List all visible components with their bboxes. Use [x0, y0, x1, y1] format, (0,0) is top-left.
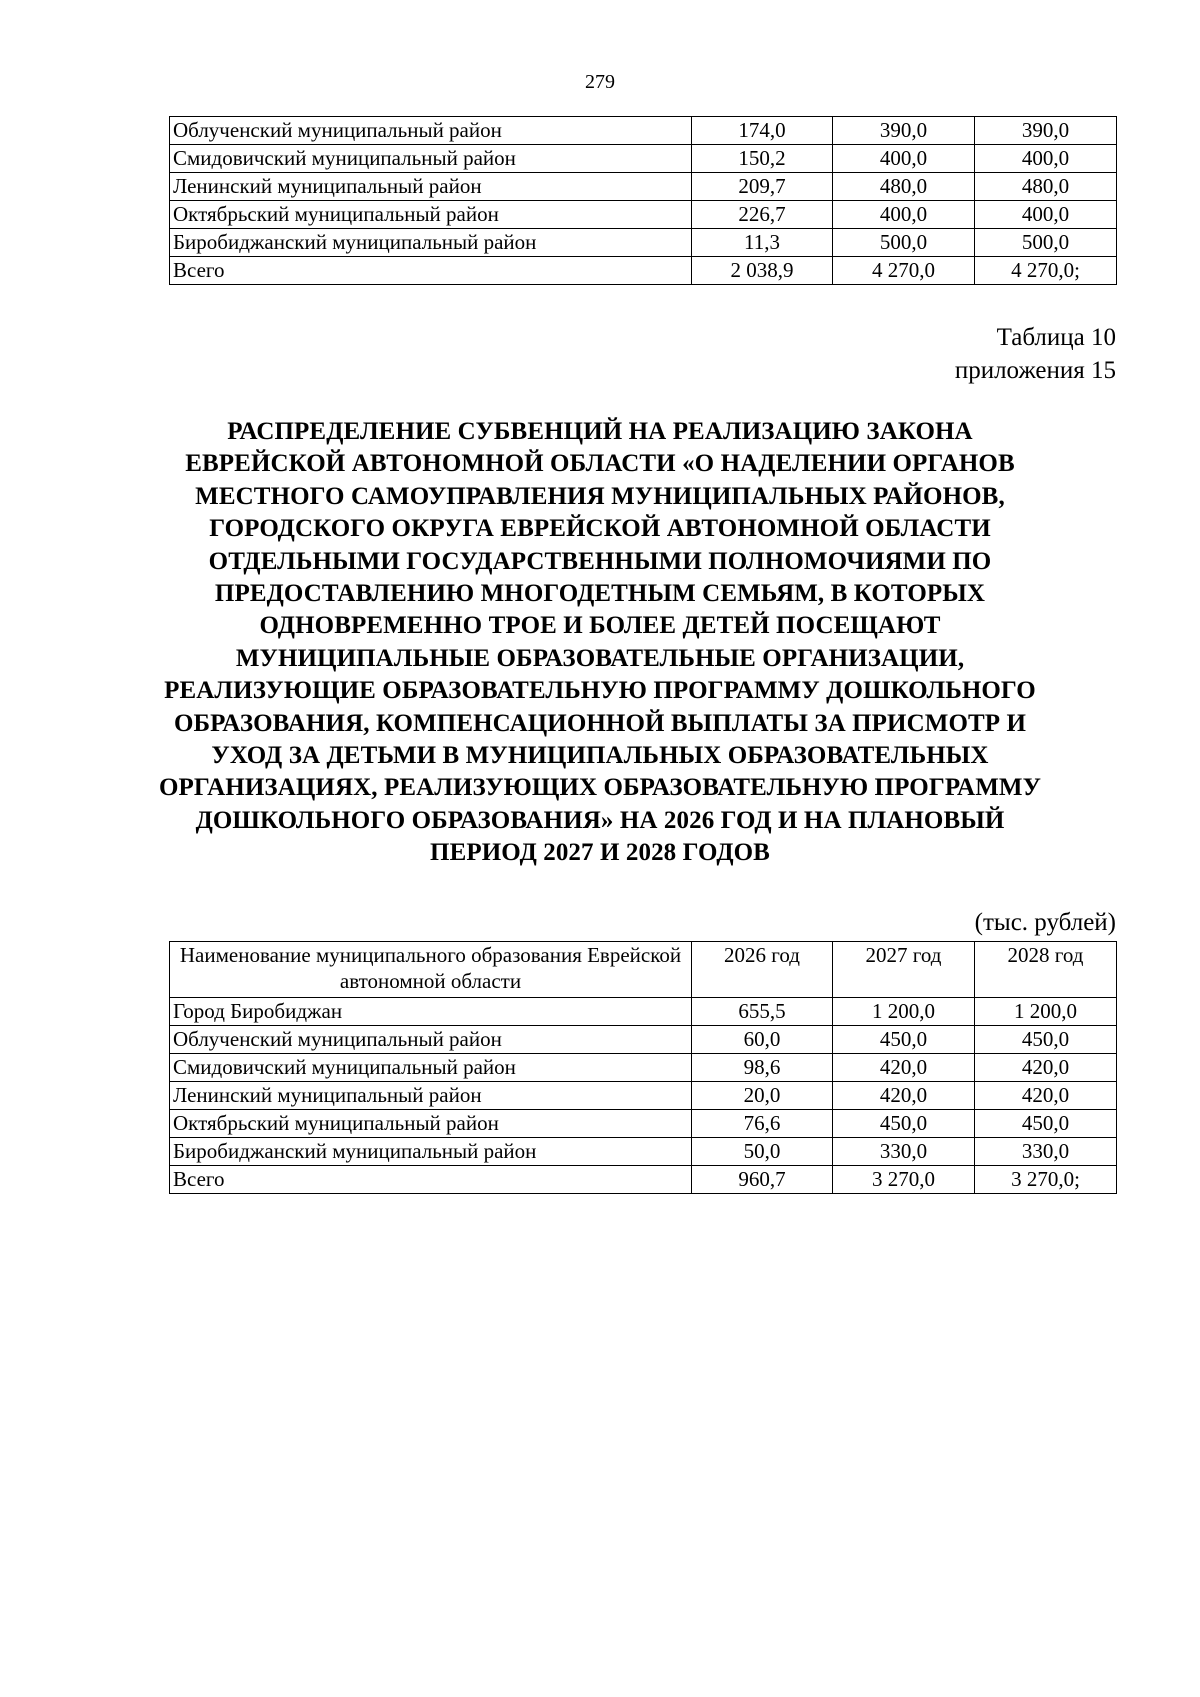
municipality-name-cell: Смидовичский муниципальный район: [170, 145, 692, 173]
value-2027-cell: 450,0: [833, 1026, 975, 1054]
value-2026-cell: 174,0: [692, 117, 833, 145]
total-row: [170, 1166, 1117, 1194]
municipality-name-cell: Октябрьский муниципальный район: [170, 201, 692, 229]
total-2028-cell: 3 270,0;: [975, 1166, 1117, 1194]
value-2028-cell: 390,0: [975, 117, 1117, 145]
value-2028-cell: 480,0: [975, 173, 1117, 201]
value-2027-cell: 450,0: [833, 1110, 975, 1138]
table-row: [170, 1082, 1117, 1110]
appendix-label: приложения 15: [954, 357, 1116, 384]
value-2027-cell: 420,0: [833, 1054, 975, 1082]
value-2028-cell: 330,0: [975, 1138, 1117, 1166]
document-title: РАСПРЕДЕЛЕНИЕ СУБВЕНЦИЙ НА РЕАЛИЗАЦИЮ ЗАКОНА ЕВРЕЙСКОЙ АВТОНОМНОЙ ОБЛАСТИ «О НАДЕЛЕНИИ ОРГАНОВ МЕСТНОГО САМОУПРАВЛЕНИЯ МУНИЦИПАЛЬНЫХ РАЙОНОВ, ГОРОДСКОГО ОКРУГА ЕВРЕЙСКОЙ АВТОНОМНОЙ ОБЛАСТИ ОТДЕЛЬНЫМИ ГОСУДАРСТВЕННЫМИ ПОЛНОМОЧИЯМИ ПО ПРЕДОСТАВЛЕНИЮ МНОГОДЕТНЫМ СЕМЬЯМ, В КОТОРЫХ ОДНОВРЕМЕННО ТРОЕ И БОЛЕЕ ДЕТЕЙ ПОСЕЩАЮТ МУНИЦИПАЛЬНЫЕ ОБРАЗОВАТЕЛЬНЫЕ ОРГАНИЗАЦИИ, РЕАЛИЗУЮЩИЕ ОБРАЗОВАТЕЛЬНУЮ ПРОГРАММУ ДОШКОЛЬНОГО ОБРАЗОВАНИЯ, КОМПЕНСАЦИОННОЙ ВЫПЛАТЫ ЗА ПРИСМОТР И УХОД ЗА ДЕТЬМИ В МУНИЦИПАЛЬНЫХ ОБРАЗОВАТЕЛЬНЫХ ОРГАНИЗАЦИЯХ, РЕАЛИЗУЮЩИХ ОБРАЗОВАТЕЛЬНУЮ ПРОГРАММУ ДОШКОЛЬНОГО ОБРАЗОВАНИЯ» НА 2026 ГОД И НА ПЛАНОВЫЙ ПЕРИОД 2027 И 2028 ГОДОВ: [158, 418, 1042, 867]
table-row: [170, 1026, 1117, 1054]
value-2026-cell: 209,7: [692, 173, 833, 201]
value-2026-cell: 655,5: [692, 998, 833, 1026]
value-2026-cell: 50,0: [692, 1138, 833, 1166]
total-label-cell: Всего: [170, 1166, 692, 1194]
municipality-name-cell: Смидовичский муниципальный район: [170, 1054, 692, 1082]
header-2027: 2027 год: [833, 942, 975, 998]
value-2026-cell: 150,2: [692, 145, 833, 173]
page-number: 279: [585, 71, 615, 93]
header-2026: 2026 год: [692, 942, 833, 998]
municipality-name-cell: Биробиджанский муниципальный район: [170, 1138, 692, 1166]
value-2026-cell: 76,6: [692, 1110, 833, 1138]
municipality-name-cell: Октябрьский муниципальный район: [170, 1110, 692, 1138]
table-row: [170, 145, 1117, 173]
table-body: [170, 117, 1117, 285]
value-2027-cell: 400,0: [833, 145, 975, 173]
value-2027-cell: 420,0: [833, 1082, 975, 1110]
value-2028-cell: 1 200,0: [975, 998, 1117, 1026]
value-2028-cell: 400,0: [975, 145, 1117, 173]
table-row: [170, 1110, 1117, 1138]
value-2027-cell: 330,0: [833, 1138, 975, 1166]
value-2028-cell: 500,0: [975, 229, 1117, 257]
subventions-table: [169, 941, 1117, 1194]
table-row: [170, 1054, 1117, 1082]
table-row: [170, 117, 1117, 145]
total-2026-cell: 2 038,9: [692, 257, 833, 285]
total-row: [170, 257, 1117, 285]
value-2026-cell: 20,0: [692, 1082, 833, 1110]
value-2028-cell: 400,0: [975, 201, 1117, 229]
municipality-name-cell: Облученский муниципальный район: [170, 1026, 692, 1054]
value-2026-cell: 60,0: [692, 1026, 833, 1054]
value-2027-cell: 1 200,0: [833, 998, 975, 1026]
table-body: [170, 998, 1117, 1194]
value-2027-cell: 400,0: [833, 201, 975, 229]
municipality-name-cell: Облученский муниципальный район: [170, 117, 692, 145]
municipality-name-cell: Биробиджанский муниципальный район: [170, 229, 692, 257]
total-2027-cell: 3 270,0: [833, 1166, 975, 1194]
value-2026-cell: 226,7: [692, 201, 833, 229]
value-2028-cell: 420,0: [975, 1082, 1117, 1110]
value-2027-cell: 480,0: [833, 173, 975, 201]
table-number-label: Таблица 10: [996, 324, 1116, 351]
table-row: [170, 173, 1117, 201]
value-2028-cell: 420,0: [975, 1054, 1117, 1082]
municipality-name-cell: Ленинский муниципальный район: [170, 1082, 692, 1110]
header-2028: 2028 год: [975, 942, 1117, 998]
table-header: [170, 942, 1117, 998]
value-2027-cell: 500,0: [833, 229, 975, 257]
table-row: [170, 1138, 1117, 1166]
table-row: [170, 201, 1117, 229]
value-2027-cell: 390,0: [833, 117, 975, 145]
units-label: (тыс. рублей): [974, 909, 1116, 936]
value-2028-cell: 450,0: [975, 1110, 1117, 1138]
value-2026-cell: 11,3: [692, 229, 833, 257]
table-header-row: [170, 942, 1117, 998]
subventions-table-continued: [169, 116, 1117, 285]
total-2027-cell: 4 270,0: [833, 257, 975, 285]
municipality-name-cell: Город Биробиджан: [170, 998, 692, 1026]
total-2028-cell: 4 270,0;: [975, 257, 1117, 285]
table-row: [170, 229, 1117, 257]
table-row: [170, 998, 1117, 1026]
value-2026-cell: 98,6: [692, 1054, 833, 1082]
municipality-name-cell: Ленинский муниципальный район: [170, 173, 692, 201]
value-2028-cell: 450,0: [975, 1026, 1117, 1054]
total-label-cell: Всего: [170, 257, 692, 285]
total-2026-cell: 960,7: [692, 1166, 833, 1194]
header-municipality: Наименование муниципального образования Еврейской автономной области: [170, 942, 692, 998]
